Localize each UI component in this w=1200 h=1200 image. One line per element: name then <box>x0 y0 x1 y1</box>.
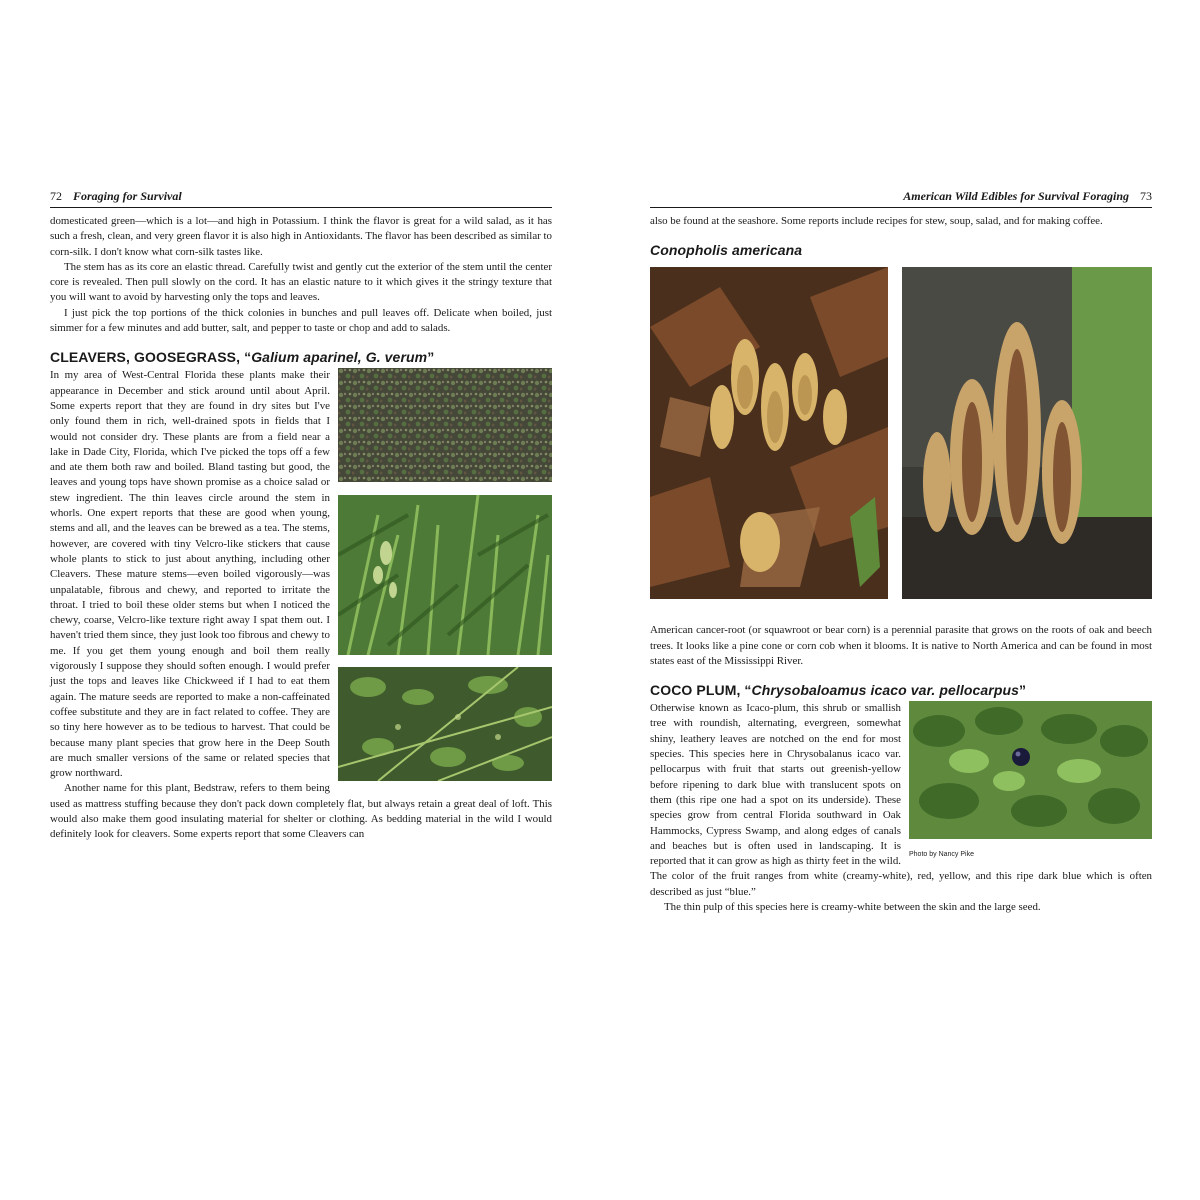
coco-paragraph: The thin pulp of this species here is creamy-white between the skin and the large seed. <box>664 901 1041 914</box>
coco-plum-heading <box>650 681 1152 699</box>
conopholis-photo-trunk <box>902 267 1152 599</box>
cleavers-heading-quote: ” <box>427 349 435 366</box>
cleavers-photo-groundcover <box>338 368 552 482</box>
cleavers-photo-column <box>338 368 552 793</box>
left-page <box>50 188 552 843</box>
cleavers-heading-scientific: Galium aparinel, G. verum <box>251 349 428 366</box>
conopholis-photo-leaflitter <box>650 267 888 599</box>
conopholis-heading-scientific: Conopholis americana <box>650 242 803 259</box>
continued-paragraph: also be found at the seashore. Some reports include recipes for stew, soup, salad, and for making coffee. <box>650 215 1103 227</box>
right-page-number: 73 <box>1140 189 1152 203</box>
right-body <box>650 214 1152 915</box>
coco-heading-name: COCO PLUM, “ <box>650 682 752 699</box>
intro-paragraph: The stem has as its core an elastic thread. Carefully twist and gently cut the exterior of the stem until the center core is revealed. Then pull slowly on the cord. It has an elastic nature to it which gives it the stringy texture that you will want to avoid by harvesting only the tops and leaves. <box>50 260 552 304</box>
right-page <box>650 188 1152 915</box>
right-running-title: American Wild Edibles for Survival Foraging <box>903 189 1129 203</box>
intro-paragraph: domesticated green—which is a lot—and high in Potassium. I think the flavor is great for a wild salad, as it has such a fresh, clean, and very green flavor it is also high in Antioxidants. The flavor has been described as similar to corn-silk. I don't know what corn-silk tastes like. <box>50 215 552 258</box>
conopholis-heading <box>650 241 1152 259</box>
cleavers-heading <box>50 348 552 366</box>
right-running-head <box>650 188 1152 208</box>
conopholis-paragraph: American cancer-root (or squawroot or bear corn) is a perennial parasite that grows on the roots of oak and beech trees. It looks like a pine cone or corn cob when it blooms. It is native to North America and can be found in most states east of the Mississippi River. <box>650 624 1152 667</box>
left-page-number: 72 <box>50 189 62 203</box>
left-body <box>50 214 552 843</box>
coco-heading-quote: ” <box>1019 682 1027 699</box>
cleavers-photo-whorls <box>338 667 552 781</box>
cleavers-photo-stems <box>338 495 552 655</box>
left-running-title: Foraging for Survival <box>73 189 182 203</box>
coco-plum-figure <box>909 701 1152 863</box>
left-running-head <box>50 188 552 208</box>
photo-credit: Photo by Nancy Pike <box>909 851 974 859</box>
intro-paragraph: I just pick the top portions of the thick colonies in bunches and pull leaves off. Delicate when boiled, just simmer for a few minutes and add butter, salt, and pepper to taste or chop and add to salads. <box>50 306 552 335</box>
cleavers-paragraph: In my area of West-Central Florida these plants make their appearance in December and stick around until about April. Some experts report that they are found in dry sites but I've only found them in rich, well-drained spots in fields that I would not consider dry. These plants are from a field near a lake in Dade City, Florida, which I've picked the tops off a few and ate them both raw and boiled. Bland tasting but good, the leaves and young tops have shown promise as a choice salad or stew ingredient. The thin leaves circle around the stem in whorls. One expert reports that these are good when young, stems and all, and the leaves can be brewed as a tea. The stems, however, are covered with tiny Velcro-like stickers that cause whole plants to stick to just about anything, including other Cleavers. These mature stems—even boiled vigorously—was unpalatable, fibrous and chewy, and reported to irritate the throat. I tried to boil these older stems but when I noticed the chewy, coarse, Velcro-like texture right away I spat them out. I haven't tried them since, they just look too fibrous and chewy to me. If you get them young enough and boil them really vigorously I suppose they should soften enough. I would prefer just the tops and leaves like Chickweed if I had to eat them again. The mature seeds are reported to make a non-caffeinated coffee substitute and they are in fact related to coffee. They are so tiny here however as to be tedious to harvest. That could be because many plant species that grow here in the Deep South are much smaller versions of the same or related species that grow northward. <box>50 369 330 780</box>
conopholis-photos <box>650 267 1152 599</box>
coco-paragraph: Otherwise known as Icaco-plum, this shrub or smallish tree with roundish, alternating, evergreen, somewhat shiny, leathery leaves are notched on the end for most species. This species here in Chrysobalanus icaco var. pellocarpus with fruit that starts out greenish-yellow before ripening to dark blue with translucent spots on them (this ripe one had a spot on its underside). These species grow from central Florida southward in Oak Hammocks, Cypress Swamp, and along edges of canals and beaches but is often used in landscaping. It is reported that it can grow as high as thirty feet in the wild. The color of the fruit ranges from white (creamy-white), red, yellow, and this ripe dark blue which is often described as just “blue.” <box>650 702 1152 898</box>
cleavers-heading-name: CLEAVERS, GOOSEGRASS, “ <box>50 349 252 366</box>
cleavers-paragraph: Another name for this plant, Bedstraw, refers to them being used as mattress stuffing because they don't pack down completely flat, but always retain a great deal of loft. This would also make them good insulating material for shelter or clothing. As bedding material in the wild I would definitely look for cleavers. Some experts report that some Cleavers can <box>50 782 552 841</box>
coco-plum-photo <box>909 701 1152 839</box>
coco-heading-scientific: Chrysobaloamus icaco var. pellocarpus <box>751 682 1020 699</box>
